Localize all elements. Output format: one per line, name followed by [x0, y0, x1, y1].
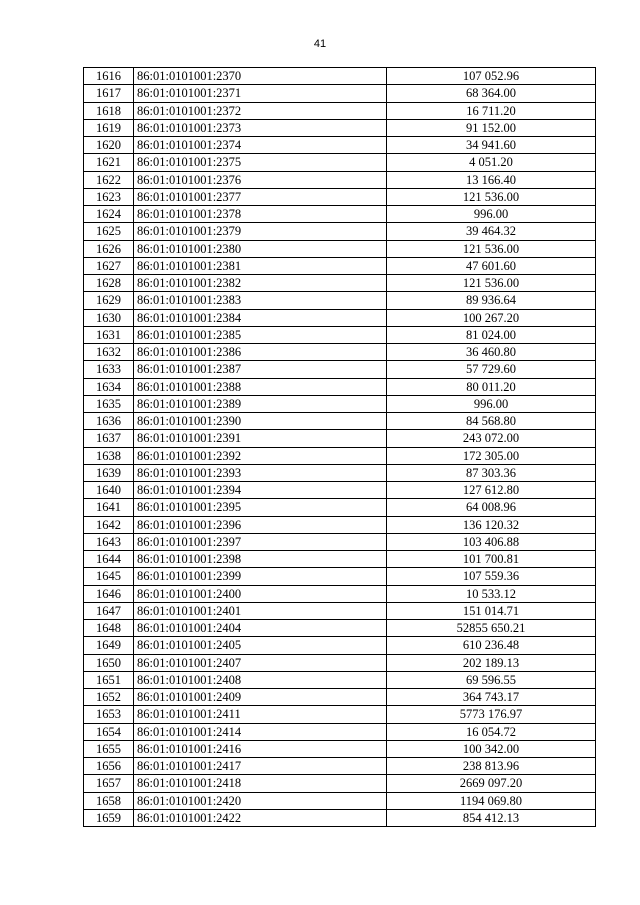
row-number-cell: 1642 — [84, 516, 134, 533]
table-row — [84, 361, 596, 378]
table-row — [84, 654, 596, 671]
table-body — [84, 68, 596, 827]
table-row — [84, 464, 596, 481]
table-row — [84, 637, 596, 654]
cadastral-number-cell: 86:01:0101001:2394 — [134, 482, 387, 499]
cadastral-value-cell: 202 189.13 — [387, 654, 596, 671]
table-row — [84, 516, 596, 533]
table-row — [84, 188, 596, 205]
row-number-cell: 1628 — [84, 275, 134, 292]
cadastral-value-cell: 121 536.00 — [387, 240, 596, 257]
cadastral-value-cell: 121 536.00 — [387, 188, 596, 205]
row-number-cell: 1618 — [84, 102, 134, 119]
cadastral-value-cell: 2669 097.20 — [387, 775, 596, 792]
cadastral-value-cell: 5773 176.97 — [387, 706, 596, 723]
cadastral-value-cell: 10 533.12 — [387, 585, 596, 602]
cadastral-value-cell: 34 941.60 — [387, 137, 596, 154]
table-row — [84, 706, 596, 723]
table-row — [84, 689, 596, 706]
table-row — [84, 585, 596, 602]
row-number-cell: 1649 — [84, 637, 134, 654]
table-row — [84, 809, 596, 826]
table-row — [84, 671, 596, 688]
table-row — [84, 344, 596, 361]
row-number-cell: 1653 — [84, 706, 134, 723]
cadastral-value-cell: 100 267.20 — [387, 309, 596, 326]
table-row — [84, 292, 596, 309]
cadastral-number-cell: 86:01:0101001:2409 — [134, 689, 387, 706]
cadastral-number-cell: 86:01:0101001:2393 — [134, 464, 387, 481]
table-row — [84, 413, 596, 430]
row-number-cell: 1621 — [84, 154, 134, 171]
table-row — [84, 137, 596, 154]
cadastral-value-cell: 4 051.20 — [387, 154, 596, 171]
row-number-cell: 1633 — [84, 361, 134, 378]
table-row — [84, 740, 596, 757]
cadastral-value-cell: 151 014.71 — [387, 602, 596, 619]
row-number-cell: 1627 — [84, 257, 134, 274]
table-row — [84, 309, 596, 326]
cadastral-value-cell: 57 729.60 — [387, 361, 596, 378]
row-number-cell: 1629 — [84, 292, 134, 309]
table-row — [84, 568, 596, 585]
cadastral-value-cell: 100 342.00 — [387, 740, 596, 757]
cadastral-value-cell: 854 412.13 — [387, 809, 596, 826]
cadastral-number-cell: 86:01:0101001:2381 — [134, 257, 387, 274]
table-row — [84, 68, 596, 85]
table-row — [84, 533, 596, 550]
cadastral-value-table — [83, 67, 596, 827]
table-row — [84, 240, 596, 257]
cadastral-number-cell: 86:01:0101001:2405 — [134, 637, 387, 654]
row-number-cell: 1647 — [84, 602, 134, 619]
cadastral-value-cell: 87 303.36 — [387, 464, 596, 481]
table-row — [84, 275, 596, 292]
cadastral-value-cell: 81 024.00 — [387, 326, 596, 343]
cadastral-number-cell: 86:01:0101001:2401 — [134, 602, 387, 619]
cadastral-value-cell: 84 568.80 — [387, 413, 596, 430]
row-number-cell: 1635 — [84, 395, 134, 412]
row-number-cell: 1654 — [84, 723, 134, 740]
cadastral-value-cell: 1194 069.80 — [387, 792, 596, 809]
cadastral-number-cell: 86:01:0101001:2387 — [134, 361, 387, 378]
page-number: 41 — [313, 38, 327, 50]
row-number-cell: 1622 — [84, 171, 134, 188]
row-number-cell: 1652 — [84, 689, 134, 706]
cadastral-number-cell: 86:01:0101001:2379 — [134, 223, 387, 240]
row-number-cell: 1631 — [84, 326, 134, 343]
table-row — [84, 257, 596, 274]
row-number-cell: 1643 — [84, 533, 134, 550]
cadastral-value-cell: 47 601.60 — [387, 257, 596, 274]
cadastral-value-cell: 243 072.00 — [387, 430, 596, 447]
cadastral-number-cell: 86:01:0101001:2380 — [134, 240, 387, 257]
table-row — [84, 395, 596, 412]
cadastral-value-cell: 16 054.72 — [387, 723, 596, 740]
row-number-cell: 1632 — [84, 344, 134, 361]
cadastral-number-cell: 86:01:0101001:2397 — [134, 533, 387, 550]
row-number-cell: 1616 — [84, 68, 134, 85]
cadastral-number-cell: 86:01:0101001:2398 — [134, 551, 387, 568]
row-number-cell: 1639 — [84, 464, 134, 481]
row-number-cell: 1636 — [84, 413, 134, 430]
row-number-cell: 1623 — [84, 188, 134, 205]
row-number-cell: 1640 — [84, 482, 134, 499]
cadastral-number-cell: 86:01:0101001:2388 — [134, 378, 387, 395]
row-number-cell: 1655 — [84, 740, 134, 757]
cadastral-number-cell: 86:01:0101001:2378 — [134, 206, 387, 223]
cadastral-value-cell: 89 936.64 — [387, 292, 596, 309]
cadastral-number-cell: 86:01:0101001:2384 — [134, 309, 387, 326]
cadastral-number-cell: 86:01:0101001:2408 — [134, 671, 387, 688]
row-number-cell: 1630 — [84, 309, 134, 326]
row-number-cell: 1637 — [84, 430, 134, 447]
row-number-cell: 1625 — [84, 223, 134, 240]
cadastral-number-cell: 86:01:0101001:2375 — [134, 154, 387, 171]
row-number-cell: 1646 — [84, 585, 134, 602]
cadastral-number-cell: 86:01:0101001:2395 — [134, 499, 387, 516]
cadastral-number-cell: 86:01:0101001:2374 — [134, 137, 387, 154]
cadastral-value-cell: 101 700.81 — [387, 551, 596, 568]
row-number-cell: 1619 — [84, 119, 134, 136]
cadastral-number-cell: 86:01:0101001:2373 — [134, 119, 387, 136]
cadastral-number-cell: 86:01:0101001:2411 — [134, 706, 387, 723]
cadastral-value-cell: 39 464.32 — [387, 223, 596, 240]
cadastral-number-cell: 86:01:0101001:2396 — [134, 516, 387, 533]
table-row — [84, 499, 596, 516]
cadastral-value-cell: 610 236.48 — [387, 637, 596, 654]
cadastral-value-cell: 127 612.80 — [387, 482, 596, 499]
cadastral-number-cell: 86:01:0101001:2420 — [134, 792, 387, 809]
row-number-cell: 1657 — [84, 775, 134, 792]
cadastral-value-cell: 103 406.88 — [387, 533, 596, 550]
cadastral-value-cell: 13 166.40 — [387, 171, 596, 188]
row-number-cell: 1624 — [84, 206, 134, 223]
cadastral-value-cell: 238 813.96 — [387, 758, 596, 775]
cadastral-number-cell: 86:01:0101001:2399 — [134, 568, 387, 585]
cadastral-value-cell: 91 152.00 — [387, 119, 596, 136]
table-row — [84, 154, 596, 171]
cadastral-number-cell: 86:01:0101001:2422 — [134, 809, 387, 826]
cadastral-number-cell: 86:01:0101001:2417 — [134, 758, 387, 775]
cadastral-number-cell: 86:01:0101001:2386 — [134, 344, 387, 361]
row-number-cell: 1641 — [84, 499, 134, 516]
cadastral-number-cell: 86:01:0101001:2389 — [134, 395, 387, 412]
cadastral-number-cell: 86:01:0101001:2370 — [134, 68, 387, 85]
cadastral-number-cell: 86:01:0101001:2385 — [134, 326, 387, 343]
row-number-cell: 1645 — [84, 568, 134, 585]
table-row — [84, 102, 596, 119]
row-number-cell: 1644 — [84, 551, 134, 568]
cadastral-value-cell: 996.00 — [387, 206, 596, 223]
cadastral-value-cell: 64 008.96 — [387, 499, 596, 516]
row-number-cell: 1659 — [84, 809, 134, 826]
cadastral-number-cell: 86:01:0101001:2377 — [134, 188, 387, 205]
table-row — [84, 378, 596, 395]
cadastral-number-cell: 86:01:0101001:2407 — [134, 654, 387, 671]
cadastral-value-cell: 121 536.00 — [387, 275, 596, 292]
row-number-cell: 1634 — [84, 378, 134, 395]
cadastral-value-cell: 172 305.00 — [387, 447, 596, 464]
table-row — [84, 620, 596, 637]
cadastral-value-cell: 996.00 — [387, 395, 596, 412]
table-row — [84, 758, 596, 775]
table-row — [84, 223, 596, 240]
table-row — [84, 430, 596, 447]
cadastral-value-cell: 68 364.00 — [387, 85, 596, 102]
row-number-cell: 1658 — [84, 792, 134, 809]
table-row — [84, 119, 596, 136]
cadastral-number-cell: 86:01:0101001:2392 — [134, 447, 387, 464]
cadastral-value-cell: 80 011.20 — [387, 378, 596, 395]
cadastral-number-cell: 86:01:0101001:2382 — [134, 275, 387, 292]
cadastral-number-cell: 86:01:0101001:2404 — [134, 620, 387, 637]
row-number-cell: 1638 — [84, 447, 134, 464]
table-row — [84, 602, 596, 619]
table-row — [84, 447, 596, 464]
cadastral-number-cell: 86:01:0101001:2414 — [134, 723, 387, 740]
table-row — [84, 551, 596, 568]
cadastral-value-cell: 52855 650.21 — [387, 620, 596, 637]
row-number-cell: 1620 — [84, 137, 134, 154]
cadastral-value-cell: 107 052.96 — [387, 68, 596, 85]
cadastral-number-cell: 86:01:0101001:2391 — [134, 430, 387, 447]
table-row — [84, 85, 596, 102]
row-number-cell: 1617 — [84, 85, 134, 102]
row-number-cell: 1656 — [84, 758, 134, 775]
cadastral-value-cell: 36 460.80 — [387, 344, 596, 361]
cadastral-value-cell: 136 120.32 — [387, 516, 596, 533]
row-number-cell: 1648 — [84, 620, 134, 637]
table-row — [84, 792, 596, 809]
cadastral-number-cell: 86:01:0101001:2400 — [134, 585, 387, 602]
cadastral-value-cell: 107 559.36 — [387, 568, 596, 585]
cadastral-value-cell: 16 711.20 — [387, 102, 596, 119]
cadastral-number-cell: 86:01:0101001:2376 — [134, 171, 387, 188]
cadastral-number-cell: 86:01:0101001:2383 — [134, 292, 387, 309]
row-number-cell: 1626 — [84, 240, 134, 257]
row-number-cell: 1651 — [84, 671, 134, 688]
table-row — [84, 723, 596, 740]
cadastral-number-cell: 86:01:0101001:2416 — [134, 740, 387, 757]
table-row — [84, 206, 596, 223]
table-row — [84, 775, 596, 792]
table-row — [84, 326, 596, 343]
cadastral-number-cell: 86:01:0101001:2371 — [134, 85, 387, 102]
table-row — [84, 171, 596, 188]
cadastral-number-cell: 86:01:0101001:2390 — [134, 413, 387, 430]
cadastral-value-cell: 364 743.17 — [387, 689, 596, 706]
row-number-cell: 1650 — [84, 654, 134, 671]
table-row — [84, 482, 596, 499]
cadastral-number-cell: 86:01:0101001:2372 — [134, 102, 387, 119]
cadastral-number-cell: 86:01:0101001:2418 — [134, 775, 387, 792]
cadastral-value-cell: 69 596.55 — [387, 671, 596, 688]
